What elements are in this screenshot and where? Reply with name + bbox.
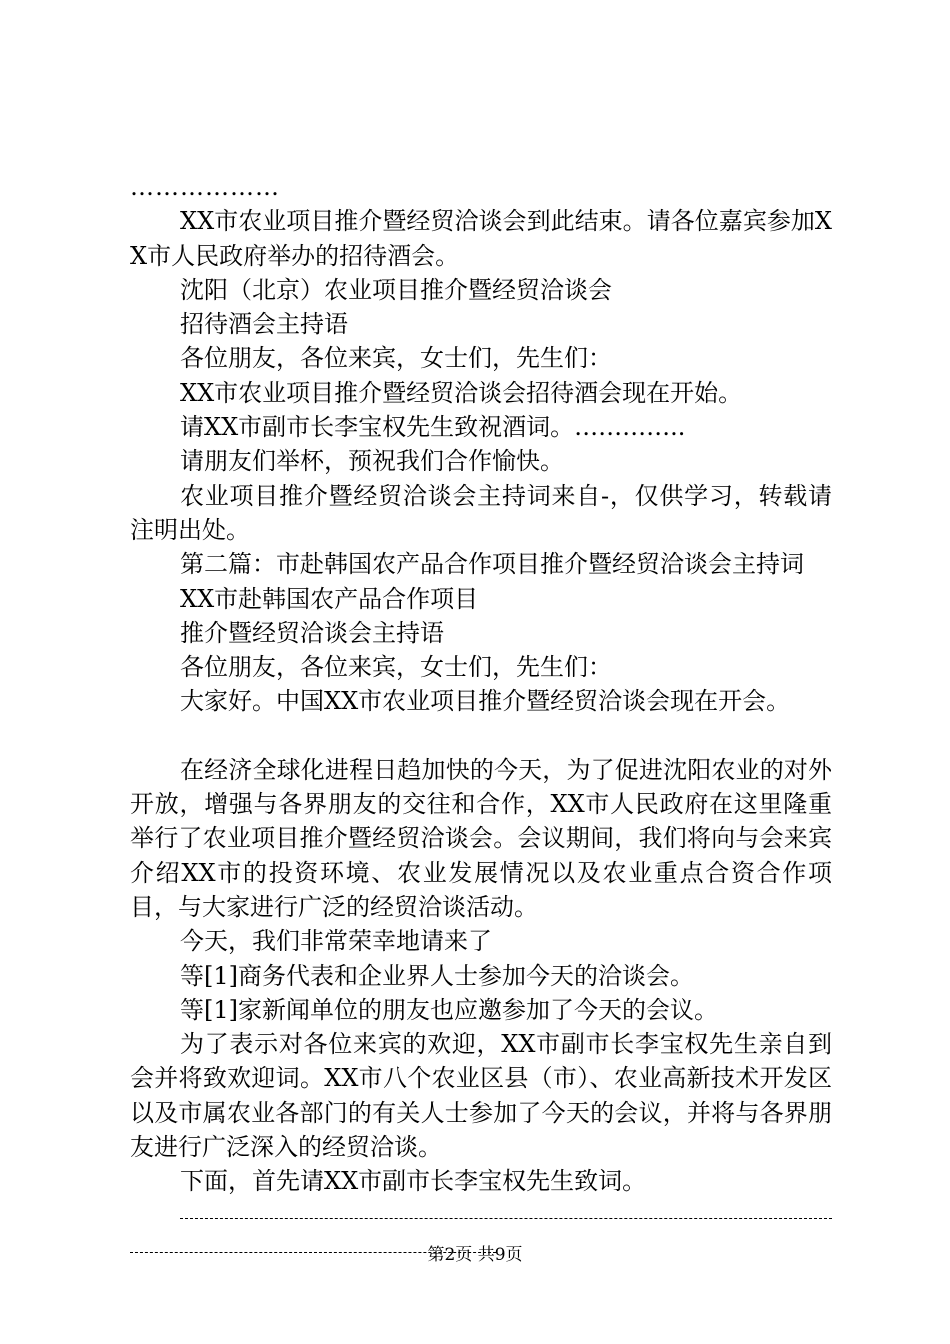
paragraph: 请XX市副市长李宝权先生致祝酒词。………….. <box>180 413 686 442</box>
paragraph: 大家好。中国XX市农业项目推介暨经贸洽谈会现在开会。 <box>180 687 791 716</box>
paragraph: 下面，首先请XX市副市长李宝权先生致词。 <box>180 1167 647 1196</box>
paragraph: 沈阳（北京）农业项目推介暨经贸洽谈会 <box>180 275 612 304</box>
paragraph: 等[1]商务代表和企业界人士参加今天的洽谈会。 <box>180 961 694 990</box>
paragraph: 请朋友们举杯，预祝我们合作愉快。 <box>180 447 564 476</box>
paragraph: 招待酒会主持语 <box>180 310 348 339</box>
paragraph-gap <box>130 719 832 753</box>
paragraph: XX市赴韩国农产品合作项目 <box>180 584 479 613</box>
paragraph: 农业项目推介暨经贸洽谈会主持词来自-，仅供学习，转载请注明出处。 <box>130 481 832 544</box>
paragraph: 等[1]家新闻单位的朋友也应邀参加了今天的会议。 <box>180 995 718 1024</box>
document-body <box>130 170 832 1267</box>
leading-ellipsis: ……………… <box>130 173 280 201</box>
section-heading: 第二篇：市赴韩国农产品合作项目推介暨经贸洽谈会主持词 <box>180 550 804 579</box>
paragraph: 今天，我们非常荣幸地请来了 <box>180 927 492 956</box>
paragraph: 在经济全球化进程日趋加快的今天，为了促进沈阳农业的对外开放，增强与各界朋友的交往和合作，XX市人民政府在这里隆重举行了农业项目推介暨经贸洽谈会。会议期间，我们将向与会来宾介绍XX市的投资环境、农业发展情况以及农业重点合资合作项目，与大家进行广泛的经贸洽谈活动。 <box>130 755 832 921</box>
paragraph: XX市农业项目推介暨经贸洽谈会到此结束。请各位嘉宾参加XX市人民政府举办的招待酒会。 <box>130 207 832 270</box>
paragraph: 推介暨经贸洽谈会主持语 <box>180 618 444 647</box>
paragraph: 各位朋友，各位来宾，女士们，先生们： <box>180 344 612 373</box>
separator-line-segment <box>180 1218 832 1219</box>
paragraph: 为了表示对各位来宾的欢迎，XX市副市长李宝权先生亲自到会并将致欢迎词。XX市八个农业区县（市）、农业高新技术开发区以及市属农业各部门的有关人士参加了今天的会议，并将与各界朋友进行广泛深入的经贸洽谈。 <box>130 1030 832 1162</box>
paragraph: 各位朋友，各位来宾，女士们，先生们： <box>180 653 612 682</box>
separator-line <box>130 1199 832 1233</box>
page-footer: 第2页 共9页 <box>427 1245 523 1265</box>
paragraph: XX市农业项目推介暨经贸洽谈会招待酒会现在开始。 <box>180 378 743 407</box>
